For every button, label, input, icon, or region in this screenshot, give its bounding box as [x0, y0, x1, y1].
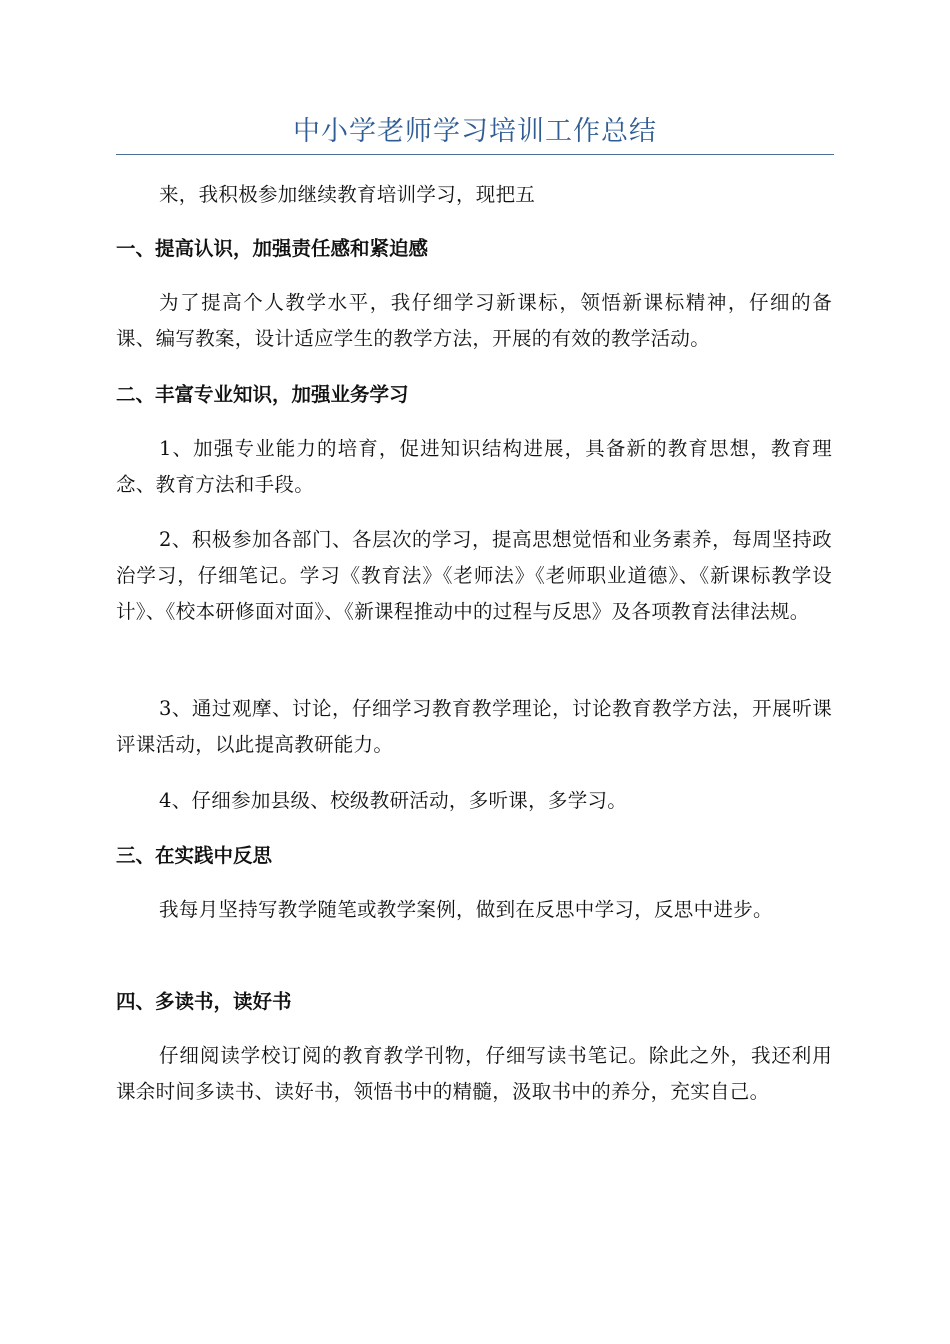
section-1-paragraph-1: 为了提高个人教学水平，我仔细学习新课标，领悟新课标精神，仔细的备课、编写教案，设计适应学生的教学方法，开展的有效的教学活动。: [116, 291, 832, 350]
section-2-heading: 二、丰富专业知识，加强业务学习: [116, 383, 409, 406]
section-2-paragraph-4: 4、仔细参加县级、校级教研活动，多听课，多学习。: [159, 789, 628, 812]
section-2-paragraph-2: 2、积极参加各部门、各层次的学习，提高思想觉悟和业务素养，每周坚持政治学习，仔细笔记。学习《教育法》《老师法》《老师职业道德》、《新课标教学设计》、《校本研修面对面》、《新课程推动中的过程与反思》及各项教育法律法规。: [116, 528, 832, 623]
section-3-heading: 三、在实践中反思: [116, 844, 273, 867]
section-2-paragraph-1: 1、加强专业能力的培育，促进知识结构进展，具备新的教育思想，教育理念、教育方法和手段。: [116, 437, 832, 496]
section-4-heading: 四、多读书，读好书: [116, 990, 292, 1013]
section-2-paragraph-3: 3、通过观摩、讨论，仔细学习教育教学理论，讨论教育教学方法，开展听课评课活动，以此提高教研能力。: [116, 697, 832, 756]
section-1-heading: 一、提高认识，加强责任感和紧迫感: [116, 237, 429, 260]
intro-paragraph: 来，我积极参加继续教育培训学习，现把五: [159, 183, 536, 206]
section-3-paragraph-1: 我每月坚持写教学随笔或教学案例，做到在反思中学习，反思中进步。: [159, 898, 773, 921]
section-4-paragraph-1: 仔细阅读学校订阅的教育教学刊物，仔细写读书笔记。除此之外，我还利用课余时间多读书、读好书，领悟书中的精髓，汲取书中的养分，充实自己。: [116, 1044, 832, 1103]
title-underline: [116, 154, 834, 155]
document-title: 中小学老师学习培训工作总结: [293, 116, 657, 147]
